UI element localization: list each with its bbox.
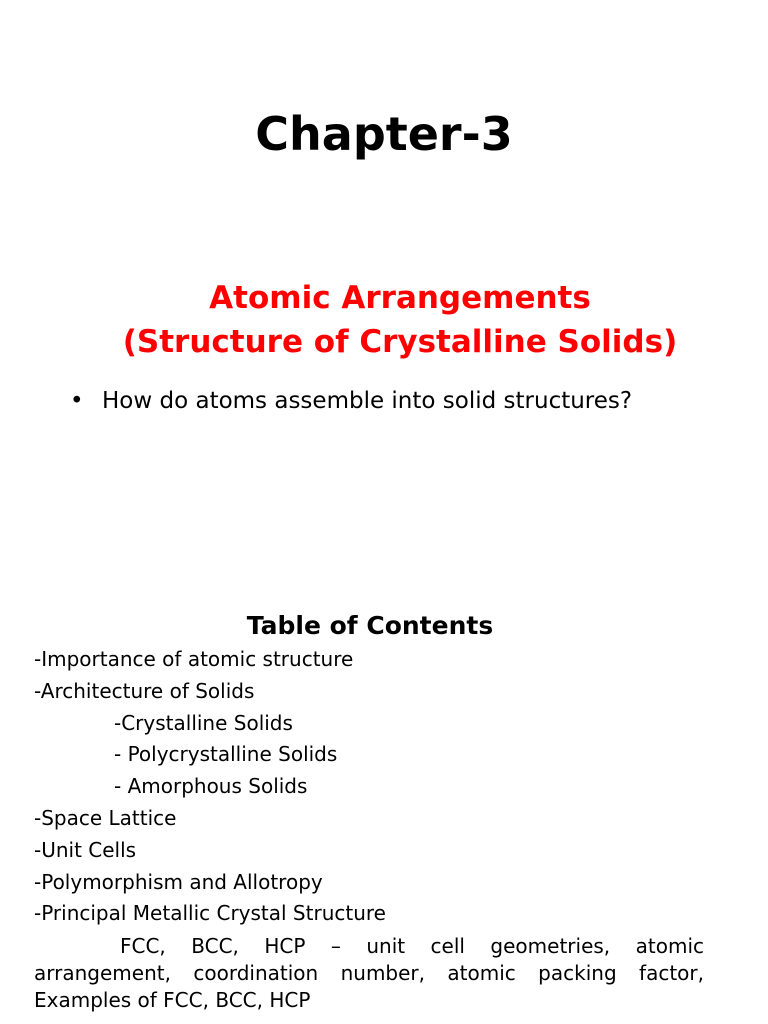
bullet-question <box>70 384 632 418</box>
toc-paragraph: FCC, BCC, HCP – unit cell geometries, atomic arrangement, coordination number, atomic packing factor, Examples of FCC, BCC, HCP <box>34 934 704 1013</box>
toc-item-architecture: -Architecture of Solids <box>34 678 255 703</box>
subtitle-line-1: Atomic Arrangements <box>209 280 591 316</box>
subtitle <box>120 276 680 364</box>
bullet-text: How do atoms assemble into solid structures? <box>102 388 633 414</box>
toc-item-amorphous: - Amorphous Solids <box>114 774 308 799</box>
subtitle-line-2: (Structure of Crystalline Solids) <box>122 324 678 360</box>
table-of-contents <box>34 644 704 1014</box>
toc-item-crystalline: -Crystalline Solids <box>114 710 293 735</box>
bullet-dot-icon: • <box>70 388 84 414</box>
toc-heading: Table of Contents <box>246 611 494 640</box>
toc-item-polymorphism: -Polymorphism and Allotropy <box>34 869 323 894</box>
toc-item-unit-cells: -Unit Cells <box>34 837 137 862</box>
toc-item-polycrystalline: - Polycrystalline Solids <box>114 742 338 767</box>
toc-item-metallic-structure: -Principal Metallic Crystal Structure <box>34 901 386 926</box>
chapter-title: Chapter-3 <box>255 107 513 161</box>
toc-item-space-lattice: -Space Lattice <box>34 805 177 830</box>
toc-item-importance: -Importance of atomic structure <box>34 647 354 671</box>
